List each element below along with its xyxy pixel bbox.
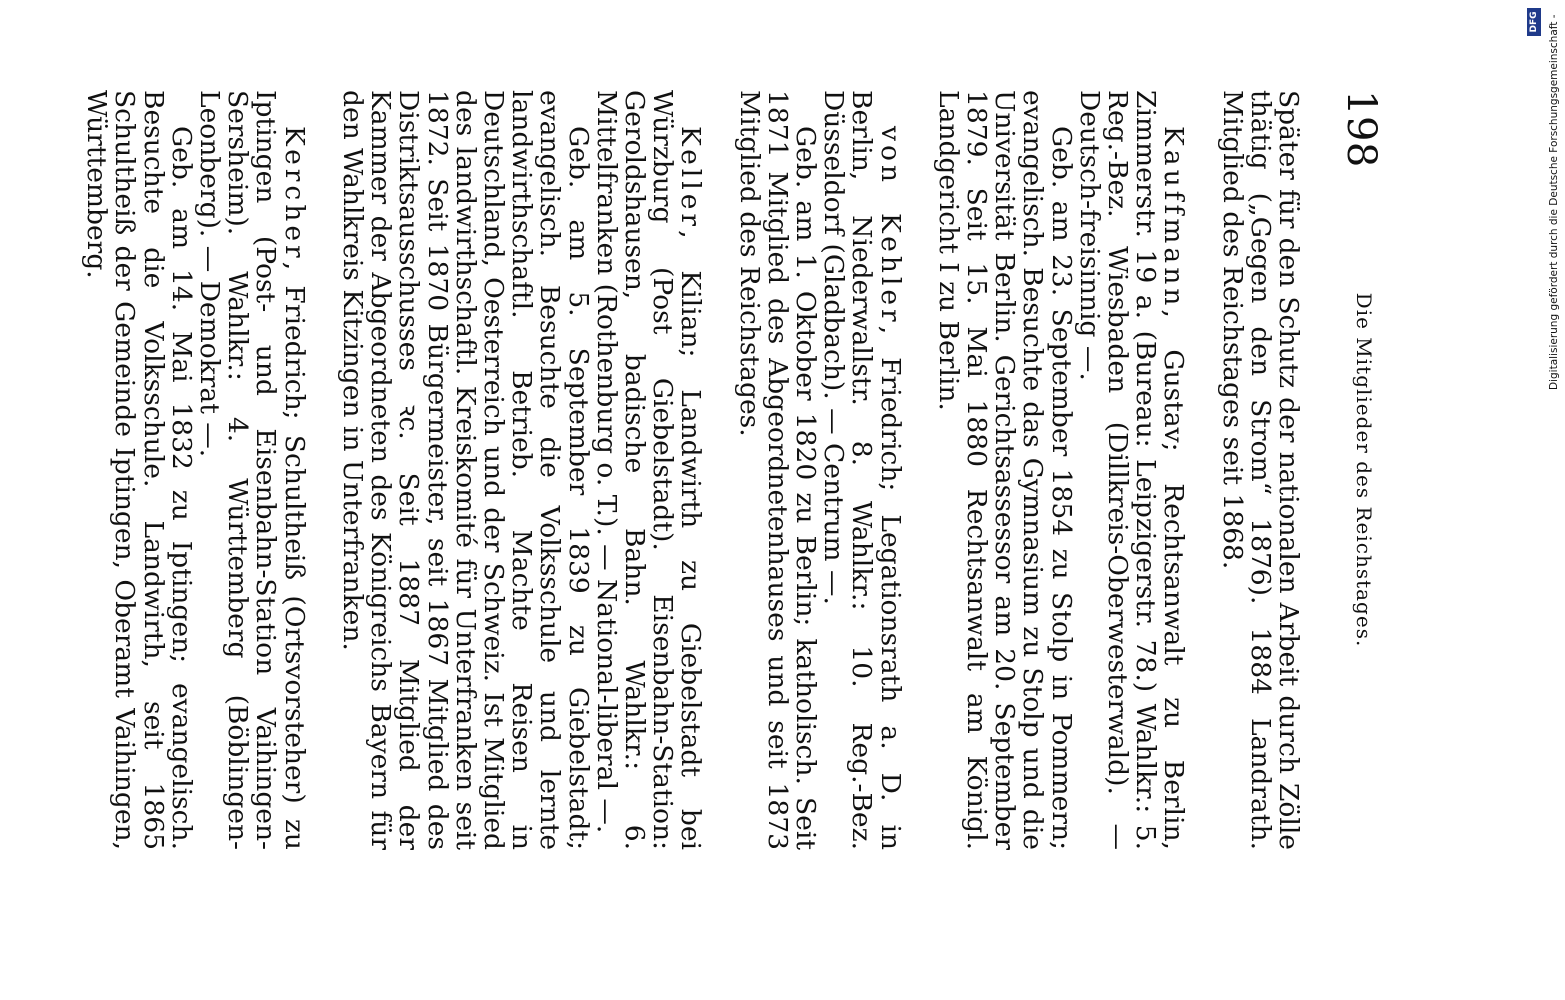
running-title: Die Mitglieder des Reichstages. (1352, 292, 1376, 648)
entry-bio: Geb. am 23. September 1854 zu Stolp in Pommern; evangelisch. Besuchte das Gymnasium zu Stolp und die Universität Berlin. Gerichtsassessor am 20. September 1879. Seit 15. Mai 1880 Rechtsanwalt am Königl. Landgericht I zu Berlin. (932, 90, 1077, 850)
dfg-logo-text: DFG (1529, 11, 1539, 33)
entry-intro (195, 90, 308, 850)
entry-bio: Geb. am 5. September 1839 zu Giebelstadt; evangelisch. Besuchte die Volksschule und lernte landwirthschaftl. Betrieb. Machte Reisen in Deutschland, Oesterreich und der Schweiz. Ist Mitglied des landwirthschaftl. Kreiskomité für Unterfranken seit 1872. Seit 1870 Bürgermeister, seit 1867 Mitglied des Distriktsausschusses ꝛc. Seit 1887 Mitglied der Kammer der Abgeordneten des Königreichs Bayern für den Wahlkreis Kitzingen in Unterfranken. (336, 90, 594, 850)
member-entry (82, 90, 308, 850)
entry-intro (592, 90, 705, 850)
entry-bio: Geb. am 14. Mai 1832 zu Iptingen; evangelisch. Besuchte die Volksschule. Landwirth, seit 1865 Schultheiß der Gemeinde Iptingen, Oberamt Vaihingen, Württemberg. (81, 90, 197, 850)
entry-intro (819, 90, 904, 850)
member-name: Kercher (278, 126, 310, 262)
entry-bio: Geb. am 1. Oktober 1820 zu Berlin; katholisch. Seit 1871 Mitglied des Abgeordnetenhauses und seit 1873 Mitglied des Reichstages. (733, 90, 821, 850)
entry-intro-text: , Kilian; Landwirth zu Giebelstadt bei Würzburg (Post Giebelstadt). Eisenbahn-Station: Geroldshausen, badische Bahn. Wahlkr.: 6. Mittelfranken (Rothenburg o. T.). — National-liberal —. (590, 90, 707, 850)
member-entry (733, 90, 906, 850)
page-header (1330, 90, 1390, 850)
digitization-note (1521, 10, 1560, 390)
entry-intro-text: , Friedrich; Schultheiß (Ortsvorsteher) zu Iptingen (Post- und Eisenbahn-Station Vaihingen-Sersheim). Wahlkr.: 4. Württemberg (Böblingen-Leonberg). — Demokrat —. (194, 90, 310, 850)
digitization-note-text: Digitalisierung gefördert durch die Deutsche Forschungsgemeinschaft - (1548, 14, 1560, 390)
page-body (82, 90, 1302, 850)
entry-intro-text: , Gustav; Rechtsanwalt zu Berlin, Zimmerstr. 19 a. (Bureau: Leipzigerstr. 78.) Wahlkr.: 5. Reg.-Bez. Wiesbaden (Dillkreis-Oberwesterwald). — Deutsch-freisinnig —. (1073, 90, 1190, 850)
member-name: Keller (675, 126, 707, 231)
member-name: Kauffmann (1158, 126, 1190, 310)
dfg-logo (1527, 8, 1541, 36)
member-entry (338, 90, 705, 850)
book-page (81, 90, 1390, 870)
entry-intro-text: , Friedrich; Legationsrath a. D. in Berlin, Niederwallstr. 8. Wahlkr.: 10. Reg.-Bez. Düsseldorf (Gladbach). — Centrum —. (818, 90, 906, 850)
member-entry (934, 90, 1188, 850)
entry-intro (1075, 90, 1188, 850)
page-number: 198 (1338, 90, 1384, 168)
continuation-paragraph: Später für den Schutz der nationalen Arbeit durch Zölle thätig („Gegen den Strom“ 1876). 1884 Landrath. Mitglied des Reichstages seit 1868. (1216, 90, 1304, 850)
member-name: von Kehler (874, 126, 906, 326)
